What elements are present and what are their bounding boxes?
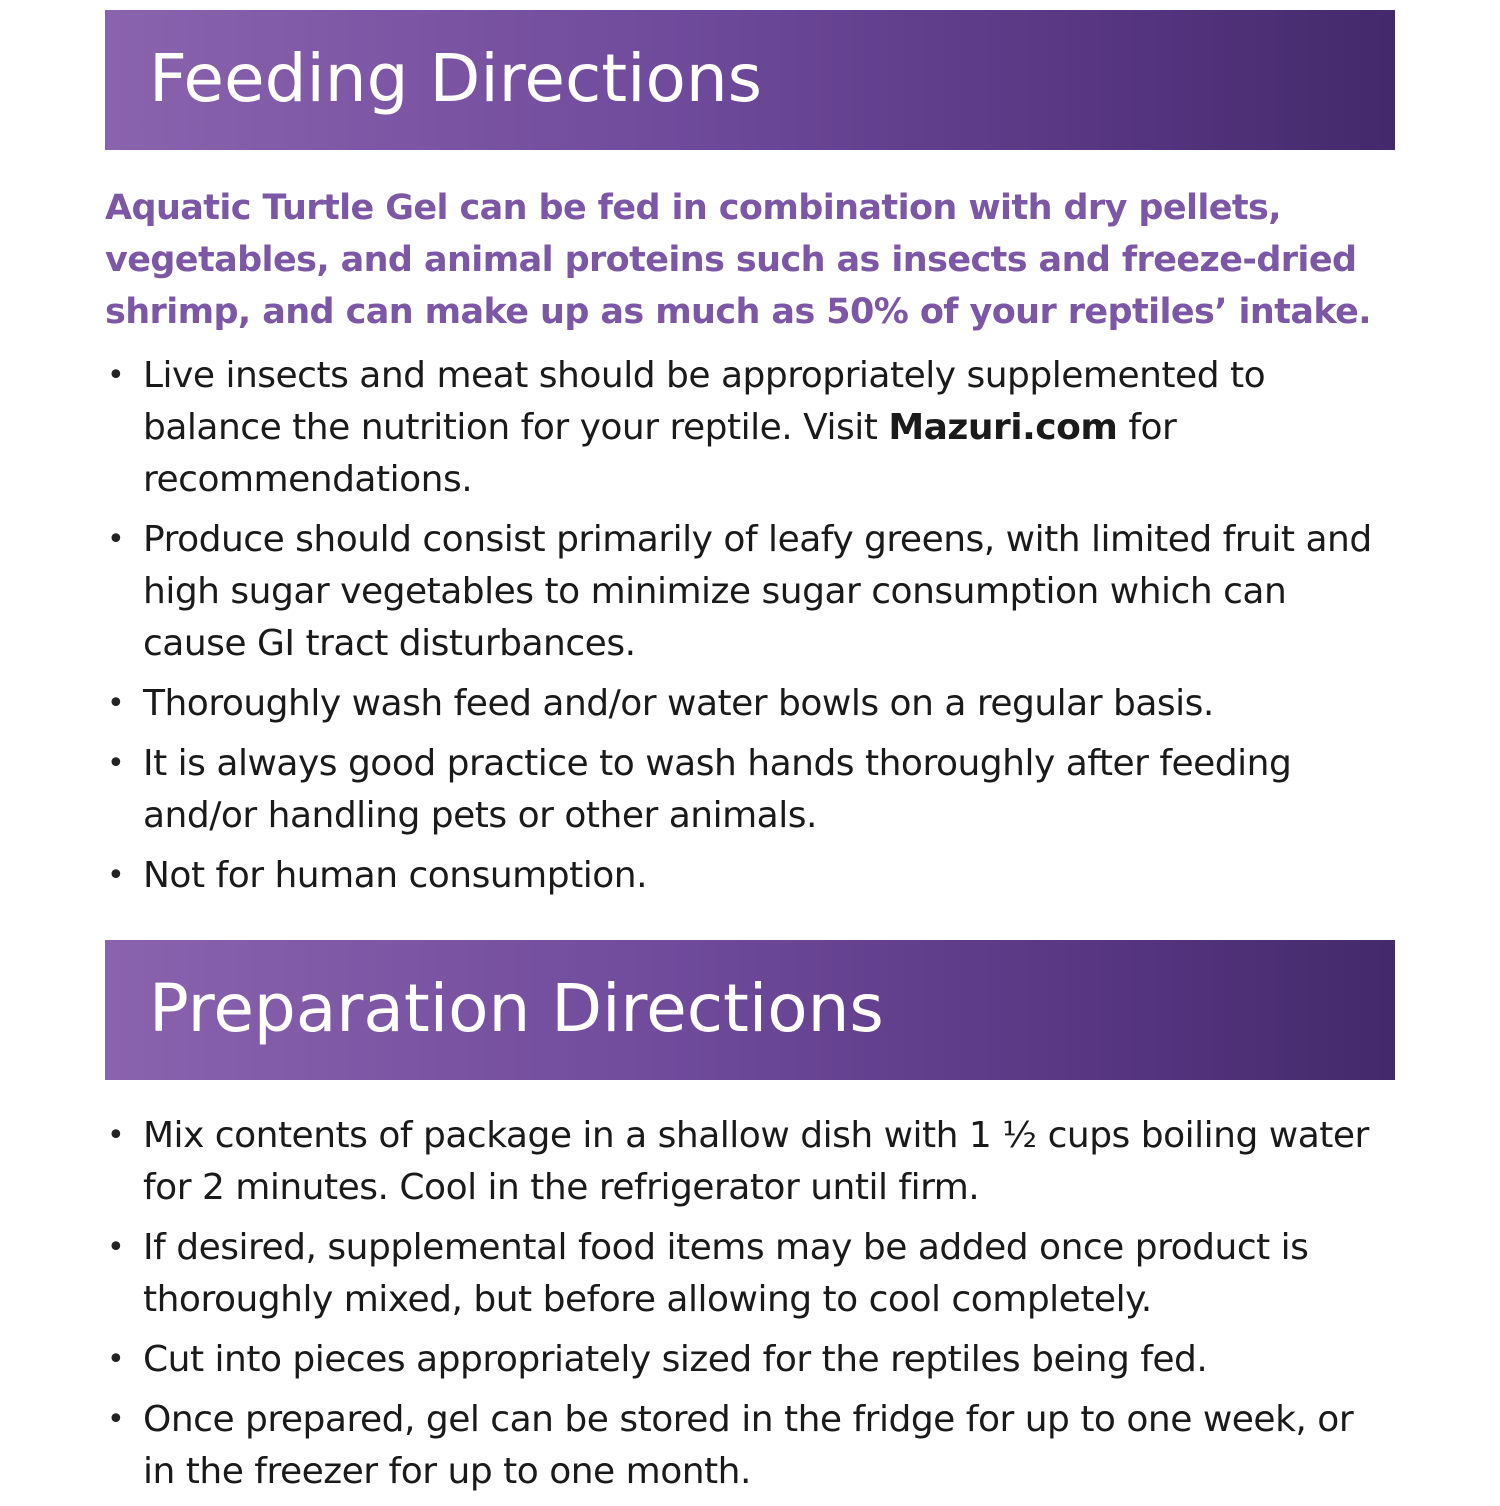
list-item bbox=[105, 350, 1395, 506]
bullet-icon: • bbox=[107, 522, 125, 557]
bullet-icon: • bbox=[107, 1342, 125, 1377]
list-item-text: It is always good practice to wash hands thoroughly after feeding and/or handling pets or other animals. bbox=[143, 743, 1292, 836]
list-item-text: Not for human consumption. bbox=[143, 855, 648, 896]
bullet-icon: • bbox=[107, 746, 125, 781]
list-item-text: Thoroughly wash feed and/or water bowls on a regular basis. bbox=[143, 683, 1214, 724]
feeding-directions-banner bbox=[105, 10, 1395, 150]
mazuri-link[interactable]: Mazuri.com bbox=[888, 407, 1118, 448]
list-item bbox=[105, 514, 1395, 670]
list-item bbox=[105, 850, 1395, 902]
list-item bbox=[105, 1110, 1395, 1214]
bullet-icon: • bbox=[107, 358, 125, 393]
list-item-text: Mix contents of package in a shallow dish with 1 ½ cups boiling water for 2 minutes. Cool in the refrigerator until firm. bbox=[143, 1115, 1369, 1208]
preparation-directions-banner bbox=[105, 940, 1395, 1080]
bullet-icon: • bbox=[107, 1402, 125, 1437]
list-item bbox=[105, 678, 1395, 730]
bullet-icon: • bbox=[107, 1230, 125, 1265]
bullet-icon: • bbox=[107, 686, 125, 721]
list-item bbox=[105, 738, 1395, 842]
list-item-text: Produce should consist primarily of leafy greens, with limited fruit and high sugar vegetables to minimize sugar consumption which can cause GI tract disturbances. bbox=[143, 519, 1372, 664]
list-item bbox=[105, 1334, 1395, 1386]
list-item-text: Cut into pieces appropriately sized for the reptiles being fed. bbox=[143, 1339, 1208, 1380]
list-item-text: for recommendations. bbox=[143, 407, 1177, 500]
feeding-directions-list bbox=[105, 350, 1395, 910]
feeding-intro-text: Aquatic Turtle Gel can be fed in combination with dry pellets, vegetables, and animal proteins such as insects and freeze-dried shrimp, and can make up as much as 50% of your reptiles’ intake. bbox=[105, 188, 1371, 332]
feeding-directions-title: Feeding Directions bbox=[149, 40, 763, 117]
bullet-icon: • bbox=[107, 858, 125, 893]
preparation-directions-title: Preparation Directions bbox=[149, 970, 884, 1047]
list-item-text: If desired, supplemental food items may be added once product is thoroughly mixed, but before allowing to cool completely. bbox=[143, 1227, 1309, 1320]
preparation-directions-list bbox=[105, 1110, 1395, 1506]
list-item bbox=[105, 1222, 1395, 1326]
list-item bbox=[105, 1394, 1395, 1498]
list-item-text: Once prepared, gel can be stored in the fridge for up to one week, or in the freezer for up to one month. bbox=[143, 1399, 1354, 1492]
bullet-icon: • bbox=[107, 1118, 125, 1153]
list-item-text: Live insects and meat should be appropriately supplemented to balance the nutrition for your reptile. Visit bbox=[143, 355, 1266, 448]
